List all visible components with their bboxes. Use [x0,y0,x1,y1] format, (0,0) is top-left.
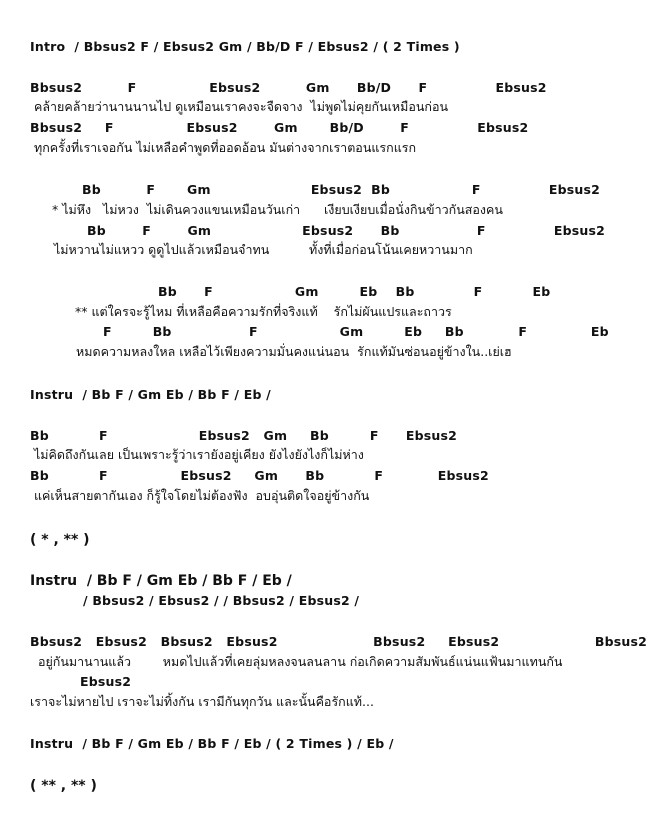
verse3-lyric-line-2: แค่เห็นสายตากันเอง ก็รู้ใจโดยไม่ต้องฟัง อบอุ่นติดใจอยู่ข้างกัน [30,488,370,503]
chorus-lyric-line-1: ** แต่ใครจะรู้ไหม ที่เหลือคือความรักที่จริงแท้ รักไม่ผันแปรและถาวร [75,304,452,319]
intro-line: Intro / Bbsus2 F / Ebsus2 Gm / Bb/D F / Ebsus2 / ( 2 Times ) [30,39,460,54]
bridge-chord-line-2: Ebsus2 [80,674,132,689]
verse1-chord-line-2: Bbsus2 F Ebsus2 Gm Bb/D F Ebsus2 [30,120,529,135]
chorus-chord-line-2: F Bb F Gm Eb Bb F Eb [103,324,609,339]
bridge-lyric-line-2: เราจะไม่หายไป เราจะไม่ทิ้งกัน เรามีกันทุกวัน และนั้นคือรักแท้... [30,694,374,709]
bridge-chord-line-1: Bbsus2 Ebsus2 Bbsus2 Ebsus2 Bbsus2 Ebsus2 Bbsus2 [30,634,647,649]
instru-line-1: Instru / Bb F / Gm Eb / Bb F / Eb / [30,387,271,402]
verse1-chord-line-1: Bbsus2 F Ebsus2 Gm Bb/D F Ebsus2 [30,80,547,95]
verse1-lyric-line-2: ทุกครั้งที่เราเจอกัน ไม่เหลือคำพูดที่ออดอ้อน มันต่างจากเราตอนแรกแรก [30,140,417,155]
bridge-lyric-line-1: อยู่กันมานานแล้ว หมดไปแล้วที่เคยลุ่มหลงจนลนลาน ก่อเกิดความสัมพันธ์แน่นแฟ้นมาแทนกัน [30,654,563,669]
instru-line-2-continued: / Bbsus2 / Ebsus2 / / Bbsus2 / Ebsus2 / [83,593,360,608]
verse3-chord-line-1: Bb F Ebsus2 Gm Bb F Ebsus2 [30,428,458,443]
instru-line-3: Instru / Bb F / Gm Eb / Bb F / Eb / ( 2 Times ) / Eb / [30,736,394,751]
repeat-marker-2: ( ** , ** ) [30,778,97,794]
verse3-lyric-line-1: ไม่คิดถึงกันเลย เป็นเพราะรู้ว่าเรายังอยู่เคียง ยังไงยังไงก็ไม่ห่าง [30,447,364,462]
repeat-marker-1: ( * , ** ) [30,532,90,548]
verse2-lyric-line-2: ไม่หวานไม่แหวว ดูดูไปแล้วเหมือนจำทน ทั้งที่เมื่อก่อนโน้นเคยหวานมาก [54,242,473,257]
instru-line-2: Instru / Bb F / Gm Eb / Bb F / Eb / [30,573,292,589]
verse2-chord-line-1: Bb F Gm Ebsus2 Bb F Ebsus2 [82,182,601,197]
verse2-chord-line-2: Bb F Gm Ebsus2 Bb F Ebsus2 [87,223,606,238]
verse2-lyric-line-1: * ไม่หึง ไม่หวง ไม่เดินควงแขนเหมือนวันเก่า เงียบเงียบเมื่อนั่งกินข้าวกันสองคน [52,202,503,217]
verse1-lyric-line-1: คล้ายคล้ายว่านานนานไป ดูเหมือนเราคงจะจืดจาง ไม่พูดไม่คุยกันเหมือนก่อน [30,99,449,114]
verse3-chord-line-2: Bb F Ebsus2 Gm Bb F Ebsus2 [30,468,489,483]
chorus-lyric-line-2: หมดความหลงใหล เหลือไว้เพียงความมั่นคงแน่นอน รักแท้มันซ่อนอยู่ข้างใน..เย่เฮ [76,344,512,359]
chorus-chord-line-1: Bb F Gm Eb Bb F Eb [158,284,551,299]
